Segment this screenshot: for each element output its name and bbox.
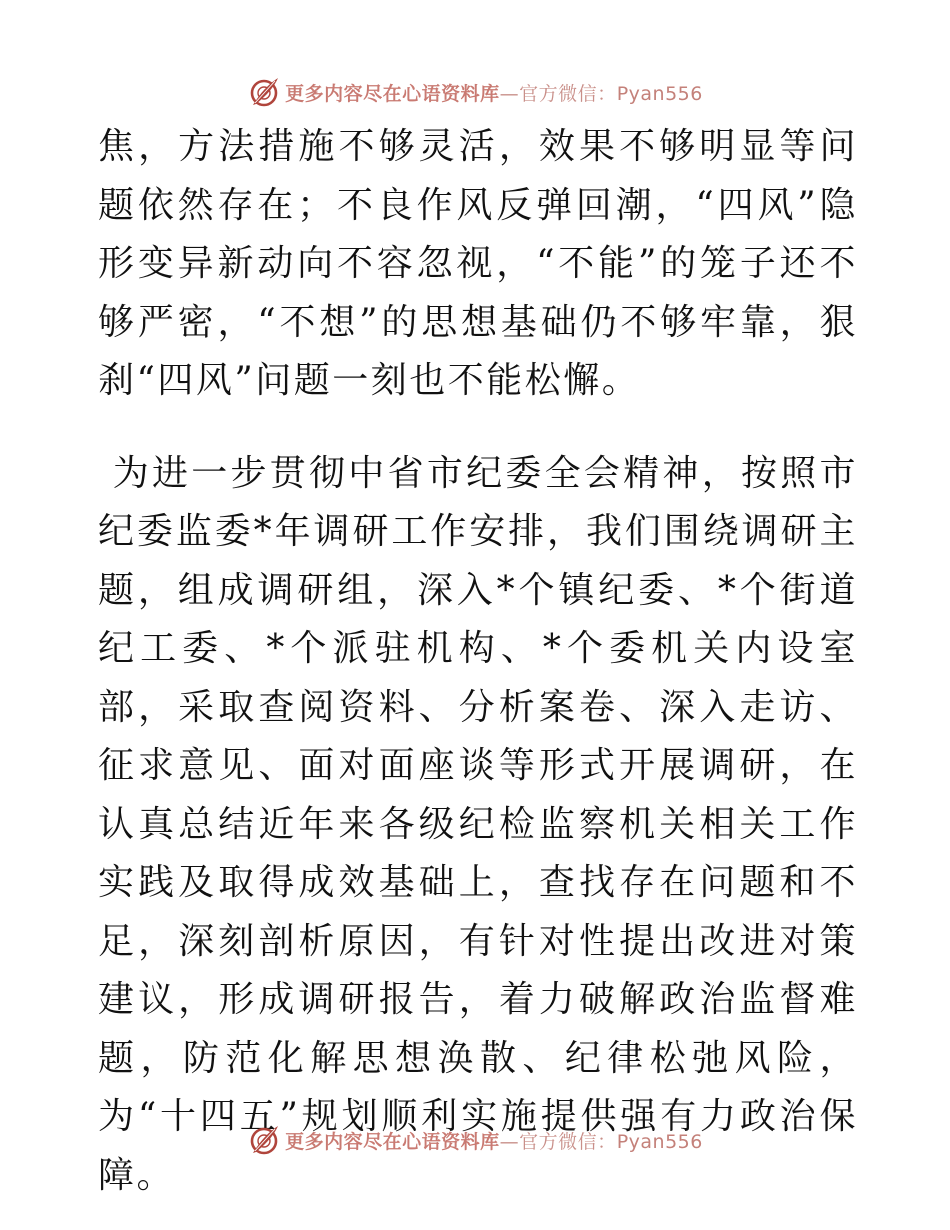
watermark-brand: 更多内容尽在心语资料库 [285, 82, 500, 105]
document-paragraph-2: 为进一步贯彻中省市纪委全会精神，按照市纪委监委*年调研工作安排，我们围绕调研主题，组成调研组，深入*个镇纪委、*个街道纪工委、*个派驻机构、*个委机关内设室部，采取查阅资料、分析案卷、深入走访、征求意见、面对面座谈等形式开展调研，在认真总结近年来各级纪检监察机关相关工作实践及取得成效基础上，查找存在问题和不足，深刻剖析原因，有针对性提出改进对策建议，形成调研报告，着力破解政治监督难题，防范化解思想涣散、纪律松弛风险，为“十四五”规划顺利实施提供强有力政治保障。 [98, 452, 858, 1196]
watermark-wechat-id: Pyan556 [616, 82, 703, 105]
header-watermark [0, 72, 950, 112]
watermark-brand: 更多内容尽在心语资料库 [285, 1130, 500, 1153]
watermark-official-label: 官方微信： [519, 82, 617, 105]
watermark-official-label: 官方微信： [519, 1130, 617, 1153]
watermark-text [285, 1127, 703, 1154]
quill-pen-logo-icon [247, 75, 281, 109]
watermark-separator: — [499, 1130, 520, 1153]
document-body [98, 118, 858, 1205]
watermark-text [285, 79, 703, 106]
watermark-wechat-id: Pyan556 [616, 1130, 703, 1153]
footer-watermark [0, 1120, 950, 1160]
watermark-separator: — [499, 82, 520, 105]
document-paragraph-1: 焦，方法措施不够灵活，效果不够明显等问题依然存在；不良作风反弹回潮，“四风”隐形变异新动向不容忽视，“不能”的笼子还不够严密，“不想”的思想基础仍不够牢靠，狠刹“四风”问题一刻也不能松懈。 [98, 126, 858, 401]
quill-pen-logo-icon [247, 1123, 281, 1157]
